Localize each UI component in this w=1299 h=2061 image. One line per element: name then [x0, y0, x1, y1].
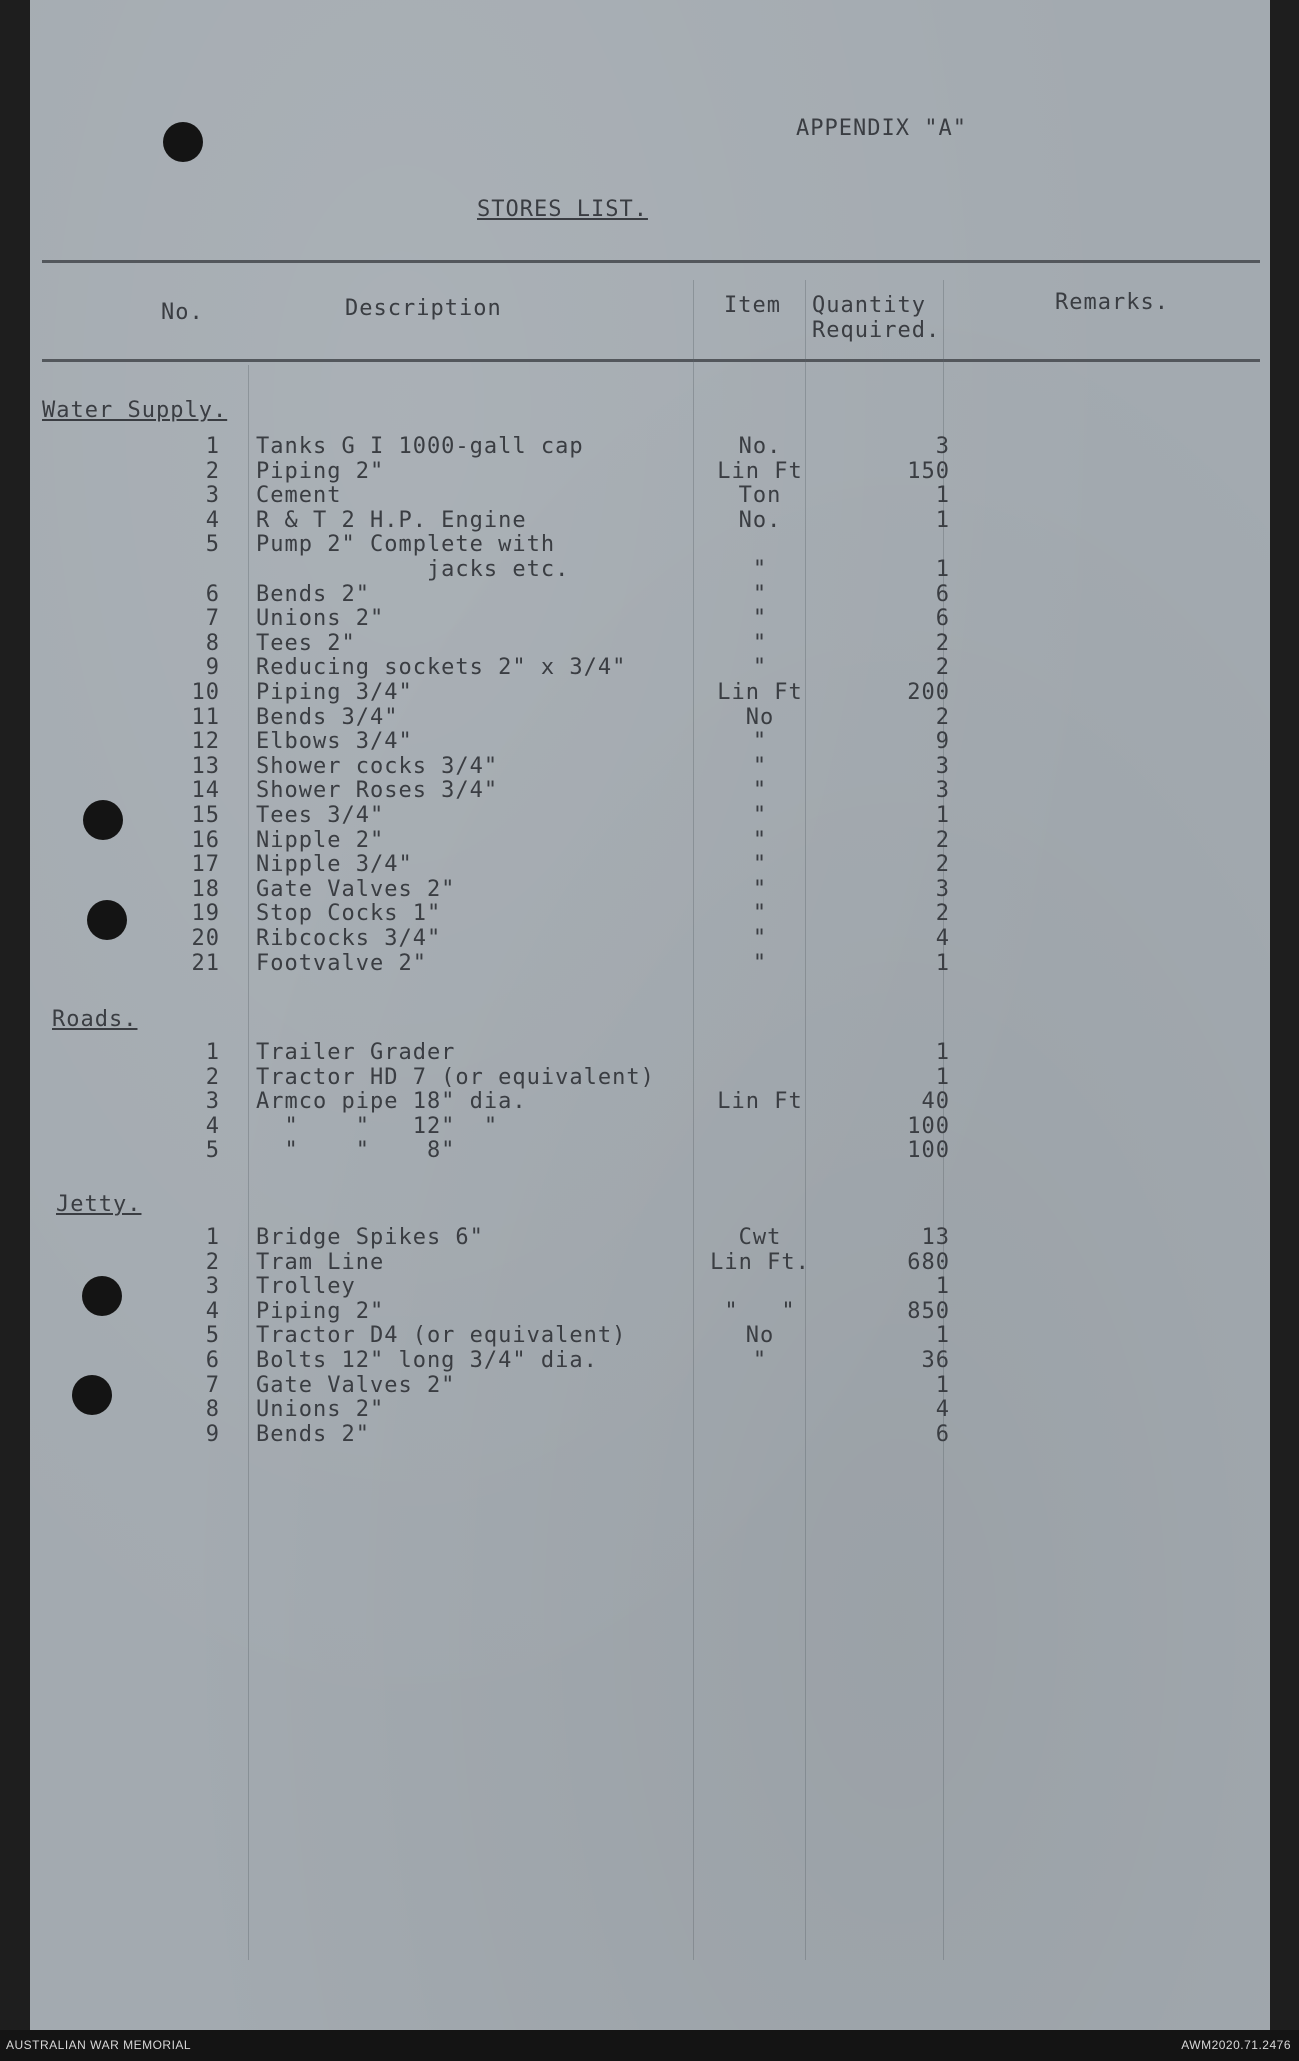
row-item-unit: "	[752, 655, 768, 681]
row-quantity: 2	[935, 630, 950, 656]
table-row	[30, 1373, 1270, 1398]
table-row	[30, 631, 1270, 656]
document-title: STORES LIST.	[477, 197, 648, 222]
row-quantity: 1	[935, 1323, 950, 1349]
column-header-item: Item	[724, 293, 781, 318]
table-row	[30, 705, 1270, 730]
column-header-quantity-2: Required.	[812, 318, 941, 343]
section-heading: Roads.	[52, 1007, 138, 1032]
row-description: Piping 2"	[256, 458, 385, 484]
row-quantity: 4	[935, 926, 950, 951]
row-number: 11	[191, 704, 220, 730]
row-description: Armco pipe 18" dia.	[256, 1089, 527, 1115]
row-description: Trailer Grader	[256, 1040, 456, 1065]
row-item-unit: Lin Ft	[717, 680, 803, 705]
row-description: Bends 3/4"	[256, 704, 399, 730]
row-number: 4	[205, 507, 220, 533]
row-item-unit: "	[752, 852, 768, 878]
header-rule-bottom	[42, 359, 1260, 362]
table-row	[30, 729, 1270, 754]
row-number: 8	[205, 1397, 220, 1423]
table-row	[30, 459, 1270, 484]
row-description: Elbows 3/4"	[256, 729, 413, 755]
row-number: 3	[205, 1274, 220, 1300]
row-description: " " 8"	[256, 1138, 456, 1164]
row-number: 14	[191, 778, 220, 804]
row-description: Reducing sockets 2" x 3/4"	[256, 655, 627, 681]
row-quantity: 1	[935, 557, 950, 582]
row-quantity: 200	[907, 680, 950, 705]
row-description: Nipple 3/4"	[256, 852, 413, 878]
row-quantity: 2	[935, 655, 950, 681]
row-description: Shower cocks 3/4"	[256, 753, 499, 779]
table-row	[30, 1348, 1270, 1373]
row-item-unit: "	[752, 950, 768, 976]
row-item-unit: "	[752, 926, 768, 951]
row-number: 3	[205, 483, 220, 509]
row-description: Nipple 2"	[256, 827, 385, 853]
row-number: 18	[191, 876, 220, 902]
row-number: 8	[205, 630, 220, 656]
row-quantity: 4	[935, 1397, 950, 1423]
header-rule-top	[42, 260, 1260, 263]
footer-right-label: AWM2020.71.2476	[1181, 2038, 1291, 2052]
row-item-unit: "	[752, 630, 768, 656]
row-quantity: 6	[935, 581, 950, 607]
row-quantity: 3	[935, 753, 950, 779]
table-row	[30, 655, 1270, 680]
column-header-remarks: Remarks.	[1055, 290, 1169, 315]
table-row	[30, 483, 1270, 508]
row-number: 6	[205, 581, 220, 607]
row-quantity: 1	[935, 803, 950, 828]
row-number: 2	[205, 1064, 220, 1090]
row-number: 5	[205, 532, 220, 558]
row-quantity: 2	[935, 852, 950, 878]
table-row	[30, 1274, 1270, 1299]
table-row	[30, 1250, 1270, 1275]
row-quantity: 100	[907, 1138, 950, 1164]
table-row	[30, 951, 1270, 976]
row-description: " " 12" "	[256, 1113, 499, 1139]
row-item-unit: No	[745, 704, 775, 730]
row-item-unit: No.	[738, 507, 782, 533]
row-item-unit: Cwt	[738, 1225, 782, 1250]
table-row	[30, 852, 1270, 877]
appendix-label: APPENDIX "A"	[796, 116, 967, 141]
row-item-unit: Lin Ft.	[710, 1249, 810, 1275]
row-number: 9	[205, 655, 220, 681]
row-number: 6	[205, 1348, 220, 1373]
row-item-unit: No	[745, 1323, 775, 1349]
row-quantity: 36	[921, 1348, 950, 1373]
table-row	[30, 434, 1270, 459]
row-quantity: 9	[935, 729, 950, 755]
row-description: Tees 3/4"	[256, 803, 385, 828]
row-quantity: 2	[935, 901, 950, 927]
row-description: Tram Line	[256, 1249, 385, 1275]
row-number: 17	[191, 852, 220, 878]
row-description: Unions 2"	[256, 606, 385, 632]
section-heading: Jetty.	[56, 1192, 142, 1217]
row-item-unit: " "	[724, 1298, 796, 1324]
row-item-unit: "	[752, 557, 768, 582]
row-item-unit: "	[752, 803, 768, 828]
row-number: 4	[205, 1113, 220, 1139]
row-quantity: 1	[935, 1064, 950, 1090]
row-number: 2	[205, 1249, 220, 1275]
row-description: Trolley	[256, 1274, 356, 1300]
row-quantity: 850	[907, 1298, 950, 1324]
row-item-unit: Ton	[738, 483, 782, 509]
row-number: 7	[205, 606, 220, 632]
table-row	[30, 1225, 1270, 1250]
row-description: Ribcocks 3/4"	[256, 926, 442, 951]
row-item-unit: "	[752, 729, 768, 755]
document-page	[30, 0, 1270, 2030]
row-description: Cement	[256, 483, 342, 509]
row-quantity: 40	[921, 1089, 950, 1115]
row-quantity: 1	[935, 1274, 950, 1300]
row-description: jacks etc.	[256, 557, 570, 582]
table-row	[30, 1299, 1270, 1324]
row-item-unit: "	[752, 778, 768, 804]
row-number: 10	[191, 680, 220, 705]
row-number: 1	[205, 434, 220, 459]
table-row	[30, 1138, 1270, 1163]
row-quantity: 6	[935, 606, 950, 632]
table-row	[30, 828, 1270, 853]
row-quantity: 13	[921, 1225, 950, 1250]
row-item-unit: "	[752, 1348, 768, 1373]
table-row	[30, 1323, 1270, 1348]
row-quantity: 3	[935, 778, 950, 804]
row-quantity: 1	[935, 1372, 950, 1398]
punch-hole	[163, 122, 203, 162]
table-row	[30, 1040, 1270, 1065]
row-description: Pump 2" Complete with	[256, 532, 556, 558]
row-item-unit: Lin Ft	[717, 458, 803, 484]
row-item-unit: "	[752, 827, 768, 853]
row-description: Footvalve 2"	[256, 950, 427, 976]
row-number: 12	[191, 729, 220, 755]
row-description: Piping 3/4"	[256, 680, 413, 705]
row-item-unit: "	[752, 901, 768, 927]
table-row	[30, 1114, 1270, 1139]
table-row	[30, 754, 1270, 779]
column-header-description: Description	[345, 296, 502, 321]
table-row	[30, 1397, 1270, 1422]
row-quantity: 1	[935, 483, 950, 509]
row-number: 4	[205, 1298, 220, 1324]
row-number: 13	[191, 753, 220, 779]
row-quantity: 2	[935, 704, 950, 730]
row-description: Stop Cocks 1"	[256, 901, 442, 927]
table-row	[30, 582, 1270, 607]
row-item-unit: "	[752, 753, 768, 779]
row-description: Bends 2"	[256, 1421, 370, 1447]
row-description: R & T 2 H.P. Engine	[256, 507, 527, 533]
row-number: 19	[191, 901, 220, 927]
row-description: Bends 2"	[256, 581, 370, 607]
row-description: Tractor D4 (or equivalent)	[256, 1323, 627, 1349]
footer-left-label: AUSTRALIAN WAR MEMORIAL	[6, 2038, 192, 2052]
row-description: Unions 2"	[256, 1397, 385, 1423]
row-description: Piping 2"	[256, 1298, 385, 1324]
row-item-unit: Lin Ft	[717, 1089, 803, 1115]
row-quantity: 1	[935, 507, 950, 533]
row-number: 1	[205, 1040, 220, 1065]
table-row	[30, 508, 1270, 533]
table-row	[30, 557, 1270, 582]
row-number: 16	[191, 827, 220, 853]
table-row	[30, 877, 1270, 902]
table-row	[30, 1089, 1270, 1114]
row-number: 9	[205, 1421, 220, 1447]
row-number: 5	[205, 1323, 220, 1349]
row-quantity: 1	[935, 950, 950, 976]
table-row	[30, 1065, 1270, 1090]
row-description: Gate Valves 2"	[256, 1372, 456, 1398]
row-quantity: 1	[935, 1040, 950, 1065]
table-row	[30, 1422, 1270, 1447]
row-description: Tees 2"	[256, 630, 356, 656]
section-heading: Water Supply.	[42, 398, 228, 423]
row-description: Tractor HD 7 (or equivalent)	[256, 1064, 655, 1090]
row-number: 1	[205, 1225, 220, 1250]
row-item-unit: "	[752, 581, 768, 607]
row-item-unit: "	[752, 606, 768, 632]
table-row	[30, 901, 1270, 926]
row-quantity: 3	[935, 876, 950, 902]
row-quantity: 6	[935, 1421, 950, 1447]
row-number: 21	[191, 950, 220, 976]
table-row	[30, 606, 1270, 631]
row-number: 7	[205, 1372, 220, 1398]
table-row	[30, 803, 1270, 828]
row-description: Gate Valves 2"	[256, 876, 456, 902]
row-description: Bolts 12" long 3/4" dia.	[256, 1348, 598, 1373]
row-item-unit: "	[752, 876, 768, 902]
row-number: 5	[205, 1138, 220, 1164]
row-number: 3	[205, 1089, 220, 1115]
row-item-unit: No.	[738, 434, 782, 459]
row-number: 2	[205, 458, 220, 484]
row-description: Bridge Spikes 6"	[256, 1225, 484, 1250]
row-quantity: 680	[907, 1249, 950, 1275]
table-row	[30, 778, 1270, 803]
row-description: Tanks G I 1000-gall cap	[256, 434, 584, 459]
table-row	[30, 680, 1270, 705]
row-quantity: 2	[935, 827, 950, 853]
row-quantity: 3	[935, 434, 950, 459]
row-quantity: 100	[907, 1113, 950, 1139]
row-number: 15	[191, 803, 220, 828]
row-description: Shower Roses 3/4"	[256, 778, 499, 804]
table-row	[30, 926, 1270, 951]
row-number: 20	[191, 926, 220, 951]
column-header-no: No.	[161, 300, 204, 325]
table-row	[30, 532, 1270, 557]
column-header-quantity: Quantity	[812, 293, 926, 318]
footer-strip	[0, 2030, 1299, 2061]
row-quantity: 150	[907, 458, 950, 484]
